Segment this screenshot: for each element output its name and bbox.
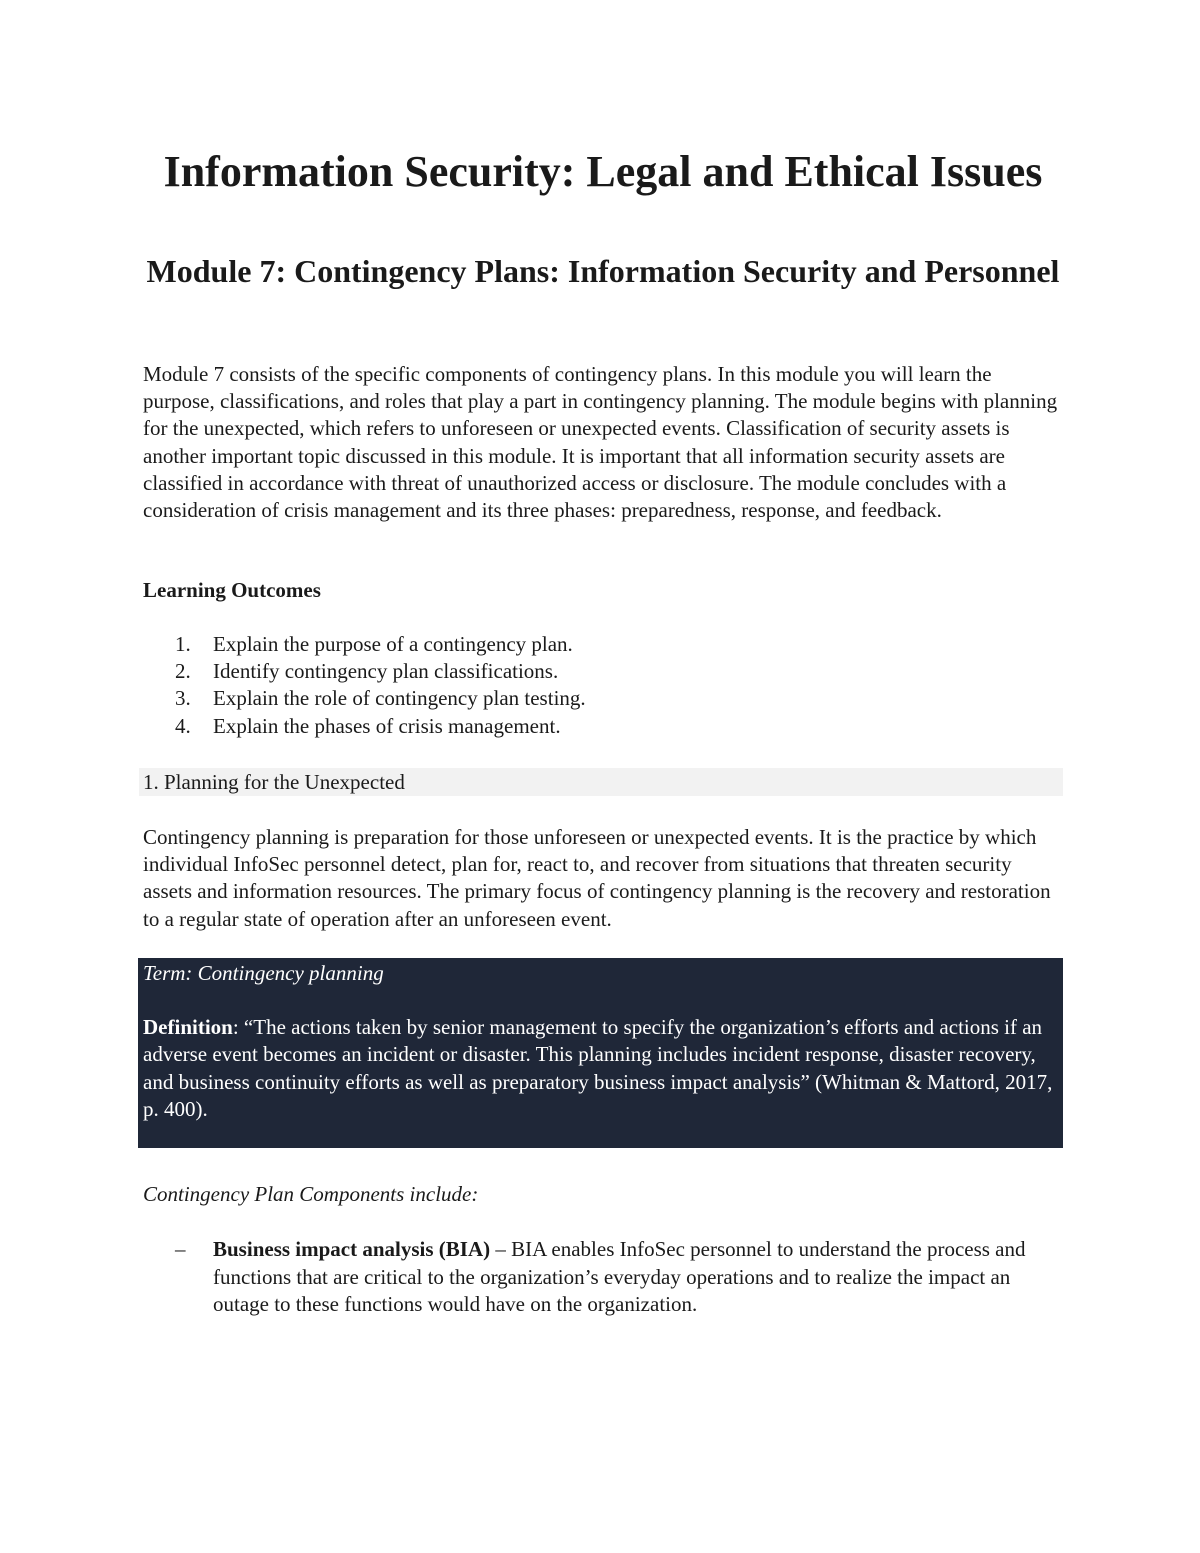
list-item [143, 631, 586, 658]
list-item [143, 1236, 1063, 1319]
list-number: 2. [175, 659, 191, 684]
definition-text: : “The actions taken by senior management to specify the organization’s efforts and actions if an adverse event becomes an incident or disaster. This planning includes incident response, disaster recovery, and business continuity efforts as well as preparatory business impact analysis” (Whitman & Mattord, 2017, p. 400). [143, 1015, 1053, 1121]
list-item [143, 713, 586, 740]
list-number: 3. [175, 686, 191, 711]
dash-bullet: – [175, 1237, 186, 1261]
intro-paragraph: Module 7 consists of the specific components of contingency plans. In this module you will learn the purpose, classifications, and roles that play a part in contingency planning. The module begins with planning for the unexpected, which refers to unforeseen or unexpected events. Classification of security assets is another important topic discussed in this module. It is important that all information security assets are classified in accordance with threat of unauthorized access or disclosure. The module concludes with a consideration of crisis management and its three phases: preparedness, response, and feedback. [143, 362, 1058, 523]
component-label: Business impact analysis (BIA) [213, 1237, 491, 1261]
document-title: Information Security: Legal and Ethical Issues [163, 147, 1043, 196]
term-definition [143, 1014, 1063, 1123]
section-body-paragraph: Contingency planning is preparation for those unforeseen or unexpected events. It is the practice by which individual InfoSec personnel detect, plan for, react to, and recover from situations that threaten security assets and information resources. The primary focus of contingency planning is the recovery and restoration to a regular state of operation after an unforeseen event. [143, 825, 1051, 931]
term-definition-box [138, 958, 1063, 1148]
learning-outcomes-heading: Learning Outcomes [143, 578, 321, 602]
term-title: Term: Contingency planning [143, 961, 384, 985]
list-item-text: Identify contingency plan classifications. [213, 659, 559, 684]
list-item [143, 658, 586, 685]
section-heading-planning: 1. Planning for the Unexpected [139, 768, 1063, 796]
list-item-text: Explain the role of contingency plan testing. [213, 686, 586, 711]
list-number: 4. [175, 713, 191, 738]
list-number: 1. [175, 632, 191, 656]
components-heading: Contingency Plan Components include: [143, 1182, 479, 1206]
module-subtitle: Module 7: Contingency Plans: Information Security and Personnel [146, 253, 1060, 289]
list-item-text: Explain the purpose of a contingency plan. [213, 632, 573, 656]
definition-label: Definition [143, 1015, 233, 1040]
learning-outcomes-list [143, 631, 586, 740]
component-description: – BIA enables InfoSec personnel to understand the process and functions that are critical to the organization’s everyday operations and to realize the impact an outage to these functions would have on the organization. [213, 1237, 1026, 1316]
list-item [143, 685, 586, 712]
component-text [213, 1236, 1063, 1319]
components-list [143, 1236, 1063, 1319]
list-item-text: Explain the phases of crisis management. [213, 713, 561, 738]
